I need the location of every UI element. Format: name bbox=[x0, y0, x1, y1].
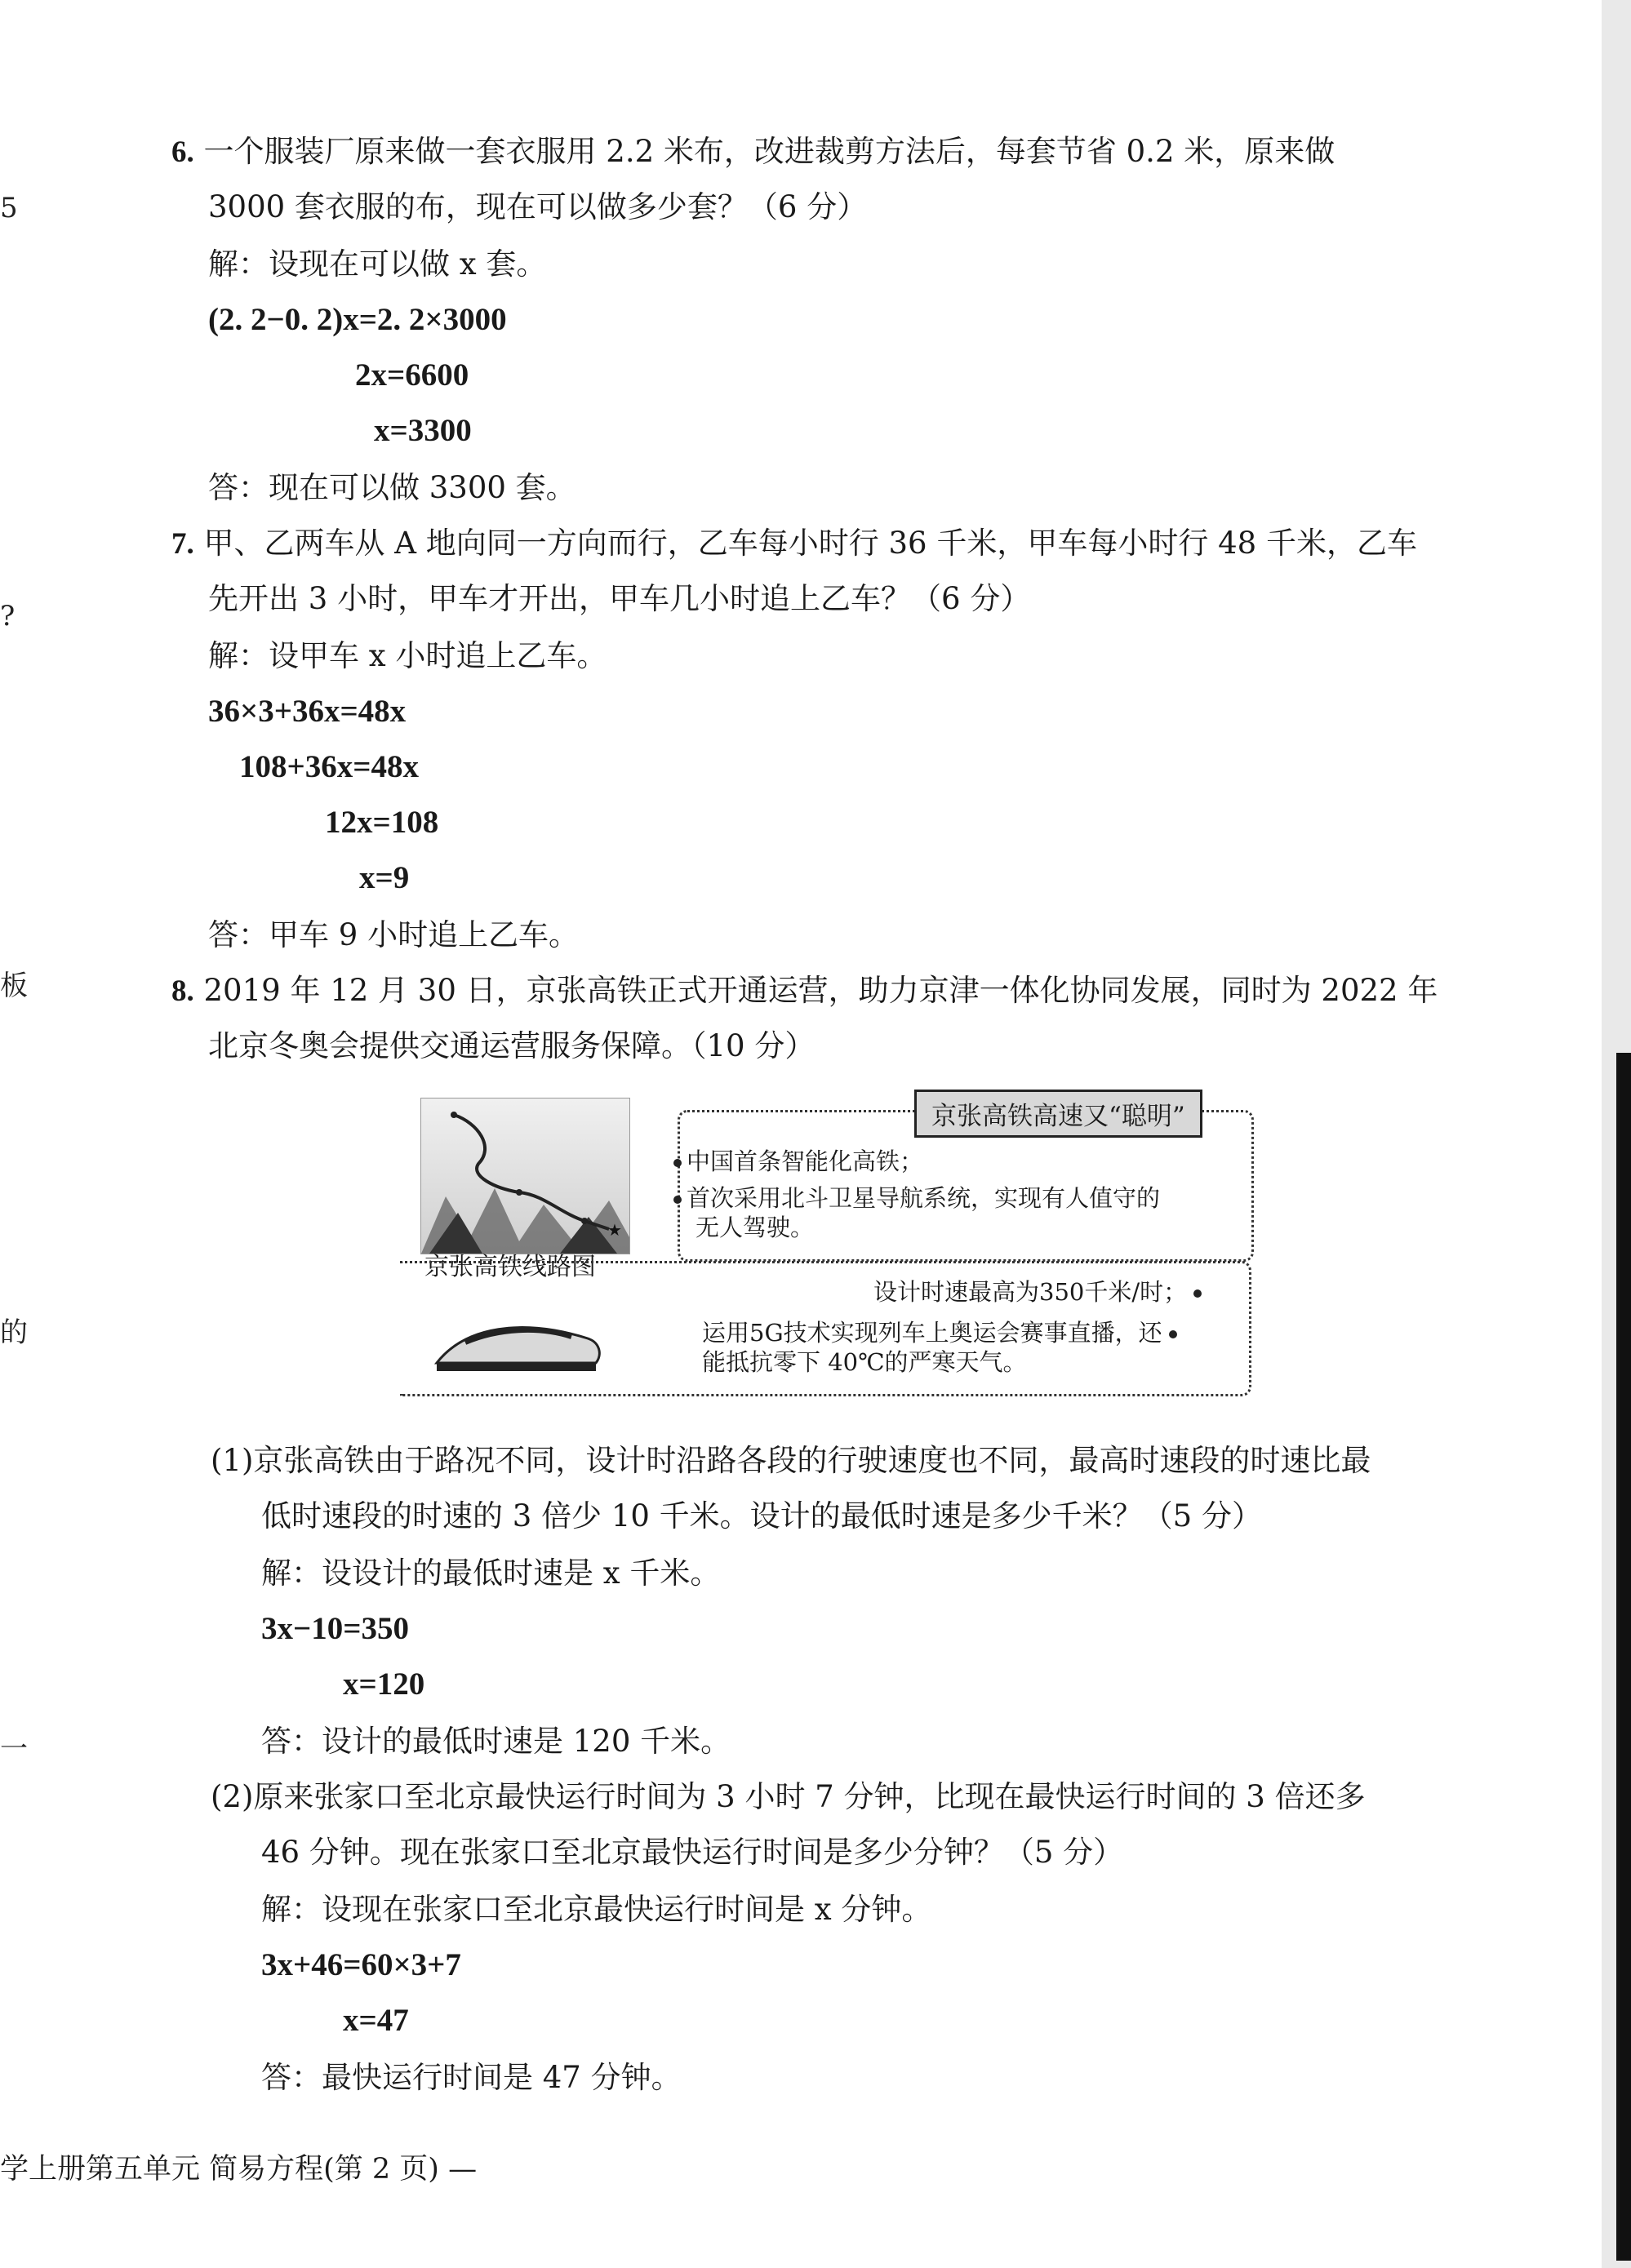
info-bullet-2: 首次采用北斗卫星导航系统，实现有人值守的 bbox=[673, 1183, 1160, 1213]
q8-p2-line1: (2)原来张家口至北京最快运行时间为 3 小时 7 分钟，比现在最快运行时间的 3 倍还多 bbox=[211, 1779, 1366, 1814]
q8-p1-eq1: 3x−10=350 bbox=[261, 1611, 409, 1646]
q7-eq4: x=9 bbox=[359, 860, 410, 895]
q7-eq1: 36×3+36x=48x bbox=[208, 694, 407, 729]
q8-p1-solve: 解：设设计的最低时速是 x 千米。 bbox=[261, 1556, 721, 1591]
margin-char: 板 bbox=[0, 970, 28, 1002]
q8-p2-solve: 解：设现在张家口至北京最快运行时间是 x 分钟。 bbox=[261, 1892, 932, 1927]
q7-solve: 解：设甲车 x 小时追上乙车。 bbox=[208, 638, 607, 673]
q8-text: 2019 年 12 月 30 日，京张高铁正式开通运营，助力京津一体化协同发展，同时为 2022 年 bbox=[203, 973, 1438, 1008]
svg-text:★: ★ bbox=[607, 1220, 622, 1240]
info-title: 京张高铁高速又“聪明” bbox=[914, 1090, 1202, 1138]
info-bullet-4-cont: 能抵抗零下 40℃的严寒天气。 bbox=[702, 1348, 1027, 1376]
q6-line1 bbox=[171, 132, 1335, 172]
info-bullet-3: 设计时速最高为350千米/时； bbox=[873, 1277, 1207, 1307]
q6-line2: 3000 套衣服的布，现在可以做多少套？（6 分） bbox=[208, 189, 868, 224]
q6-text: 一个服装厂原来做一套衣服用 2.2 米布，改进裁剪方法后，每套节省 0.2 米，原来做 bbox=[203, 134, 1335, 169]
bullet-dot bbox=[673, 1196, 682, 1204]
info-bullet-2-cont: 无人驾驶。 bbox=[696, 1214, 815, 1241]
q8-p2-line2: 46 分钟。现在张家口至北京最快运行时间是多少分钟？（5 分） bbox=[261, 1835, 1124, 1870]
q8-p2-eq2: x=47 bbox=[343, 2003, 409, 2038]
q7-eq3: 12x=108 bbox=[325, 805, 439, 840]
bullet-dot bbox=[1169, 1330, 1177, 1338]
info-bullet-4: 运用5G技术实现列车上奥运会赛事直播，还 bbox=[702, 1318, 1182, 1347]
margin-char: 一 bbox=[0, 1733, 28, 1765]
info-bullet-1: 中国首条智能化高铁； bbox=[673, 1147, 923, 1176]
q6-eq2: 2x=6600 bbox=[355, 357, 469, 393]
q7-number: 7. bbox=[171, 527, 194, 561]
q6-eq3: x=3300 bbox=[374, 413, 472, 448]
q7-line1 bbox=[171, 524, 1417, 564]
q8-line2: 北京冬奥会提供交通运营服务保障。（10 分） bbox=[208, 1028, 816, 1063]
route-map-icon bbox=[421, 1098, 629, 1254]
q8-p2-answer: 答：最快运行时间是 47 分钟。 bbox=[261, 2060, 682, 2095]
q8-p1-answer: 答：设计的最低时速是 120 千米。 bbox=[261, 1724, 731, 1759]
q7-answer: 答：甲车 9 小时追上乙车。 bbox=[208, 917, 580, 952]
q6-eq1: (2. 2−0. 2)x=2. 2×3000 bbox=[208, 302, 507, 337]
q8-p1-eq2: x=120 bbox=[343, 1667, 425, 1702]
q8-line1 bbox=[171, 971, 1438, 1011]
train-icon bbox=[433, 1306, 604, 1379]
bullet-dot bbox=[673, 1159, 682, 1167]
margin-char: 5 bbox=[0, 192, 18, 224]
route-map-image bbox=[420, 1098, 630, 1254]
q7-text: 甲、乙两车从 A 地向同一方向而行，乙车每小时行 36 千米，甲车每小时行 48 千米，乙车 bbox=[203, 526, 1417, 561]
margin-char: ? bbox=[0, 600, 16, 632]
q6-answer: 答：现在可以做 3300 套。 bbox=[208, 470, 576, 505]
map-caption: 京张高铁线路图 bbox=[424, 1253, 596, 1281]
q7-line2: 先开出 3 小时，甲车才开出，甲车几小时追上乙车？（6 分） bbox=[208, 581, 1031, 616]
q6-solve: 解：设现在可以做 x 套。 bbox=[208, 246, 547, 282]
bullet-dot bbox=[1193, 1289, 1202, 1298]
q6-number: 6. bbox=[171, 135, 194, 169]
margin-char: 的 bbox=[0, 1316, 28, 1349]
q8-number: 8. bbox=[171, 974, 194, 1008]
gaotie-infographic bbox=[400, 1090, 1257, 1416]
binding-line bbox=[1616, 1053, 1631, 2261]
q8-p2-eq1: 3x+46=60×3+7 bbox=[261, 1947, 461, 1982]
page-footer: 学上册第五单元 简易方程(第 2 页) — bbox=[0, 2153, 478, 2186]
q7-eq2: 108+36x=48x bbox=[239, 749, 419, 784]
q8-p1-line1: (1)京张高铁由于路况不同，设计时沿路各段的行驶速度也不同，最高时速段的时速比最 bbox=[211, 1443, 1371, 1478]
q8-p1-line2: 低时速段的时速的 3 倍少 10 千米。设计的最低时速是多少千米？（5 分） bbox=[261, 1498, 1262, 1533]
